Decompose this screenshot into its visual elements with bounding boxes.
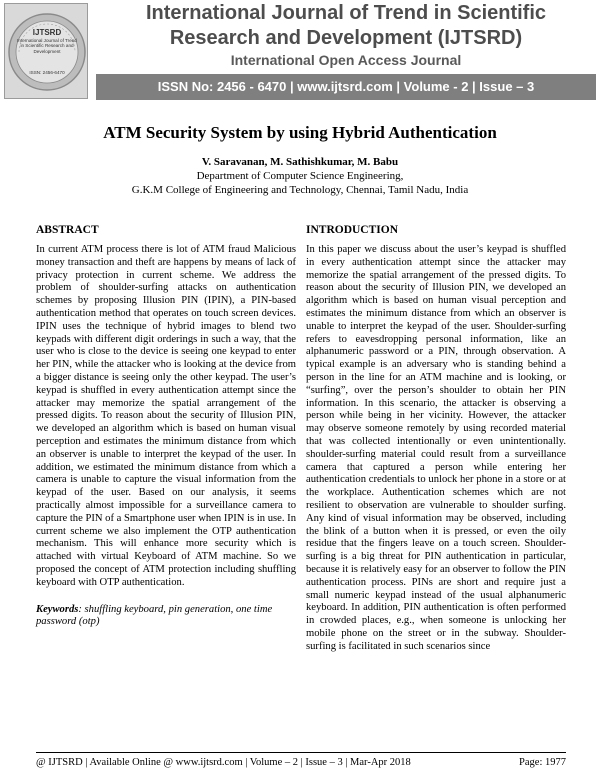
journal-title-line2: Research and Development (IJTSRD) [169,27,523,49]
author-college: G.K.M College of Engineering and Technology, Chennai, Tamil Nadu, India [131,184,469,196]
introduction-text: In this paper we discuss about the user’s keypad is shuffled in every authentication attempt since the attacker may memorize the spatial arrangement of the pressed digits. To reason about the security of Illusion PIN, we developed an algorithm which is based on human visual perception and estimates the minimum distance from which an observer is unable to interpret the keypad of the user. Shoulder-surfing refers to eavesdropping personal information, like an alphanumeric password or a PIN, through observation. A typical example is an adversary who is standing behind a person in the line for an ATM machine and is looking, or “surfing”, over the person’s shoulder to obtain her PIN information. In this scenario, the attacker is observing a person while being in her vicinity. However, the attacker may observe someone remotely by using recorded material that was collected intentionally or even unintentionally. shoulder-surfing material could result from a surveillance camera that captured a person while entering her authentication credentials to unlock her phone in a store or at the workplace. Authentication schemes which are not resilient to observation are vulnerable to shoulder surfing. Any kind of visual information may be observed, including the blink of a button when it is pressed, or even the oily residue that the fingers leave on a touch screen. Shoulder-surfing is a big threat for PIN authentication in particular, because it is relatively easy for an observer to follow the PIN authentication process. PINs are short and require just a small numeric keypad instead of the usual alphanumeric keyboard. In addition, PIN authentication is often performed in crowded places, e.g., when someone is unlocking her mobile phone on the street or in the subway. Shoulder-surfing is facilitated in such scenarios since [306,244,566,652]
page-number: Page: 1977 [519,757,566,768]
issn-bar: ISSN No: 2456 - 6470 | www.ijtsrd.com | Volume - 2 | Issue – 3 [96,74,596,100]
introduction-column [306,224,566,654]
paper-authors: V. Saravanan, M. Sathishkumar, M. Babu [201,156,399,168]
introduction-heading: INTRODUCTION [306,224,399,236]
page-footer [36,752,566,771]
journal-header [0,0,600,104]
open-access-label: International Open Access Journal [230,52,462,68]
logo-subtitle: International Journal of Trend in Scientific Research and Development [17,38,77,54]
logo-title: IJTSRD [32,28,62,37]
journal-title-line1: International Journal of Trend in Scientific [145,2,547,24]
author-department: Department of Computer Science Engineering, [196,170,404,182]
abstract-heading: ABSTRACT [36,224,99,236]
keywords-text: : shuffling keyboard, pin generation, one time password (otp) [36,603,273,628]
footer-citation: @ IJTSRD | Available Online @ www.ijtsrd.com | Volume – 2 | Issue – 3 | Mar-Apr 2018 [36,757,411,768]
paper-title: ATM Security System by using Hybrid Authentication [103,123,497,142]
abstract-column [36,224,296,629]
abstract-text: In current ATM process there is lot of ATM fraud Malicious money transaction and theft are happens by means of lack of privacy protection in current scheme. We address the problem of shoulder-surfing attacks on authentication schemes by proposing Illusion PIN (IPIN), a PIN-based authentication method that operates on touch screen devices. IPIN uses the technique of hybrid images to blend two keypads with different digit orderings in such a way, that the user who is close to the device is seeing one keypad to enter her PIN, while the attacker who is looking at the device from a bigger distance is seeing only the other keypad. The user’s keypad is shuffled in every authentication attempt since the attacker may memorize the spatial arrangement of the pressed digits. To reason about the security of Illusion PIN, we developed an algorithm which is based on human visual perception and estimates the minimum distance from which an observer is unable to interpret the keypad of the user. In addition, we estimated the minimum distance from which a camera is unable to capture the visual information from the keypad of the user. Based on our analysis, it seems practically almost impossible for a surveillance camera to capture the PIN of a Smartphone user when IPIN is in use. In current scheme we also implement the OTP authentication mechanism. This will enhance more security which is attached with virtual Keyboard of ATM machine. So we proposed the concept of ATM protection including shuffling keyboard with OTP authentication. [36,244,296,588]
keywords-label: Keywords [36,603,79,615]
keywords [36,604,296,630]
logo-issn: ISSN: 2456-6470 [29,70,65,75]
journal-logo [4,3,88,99]
